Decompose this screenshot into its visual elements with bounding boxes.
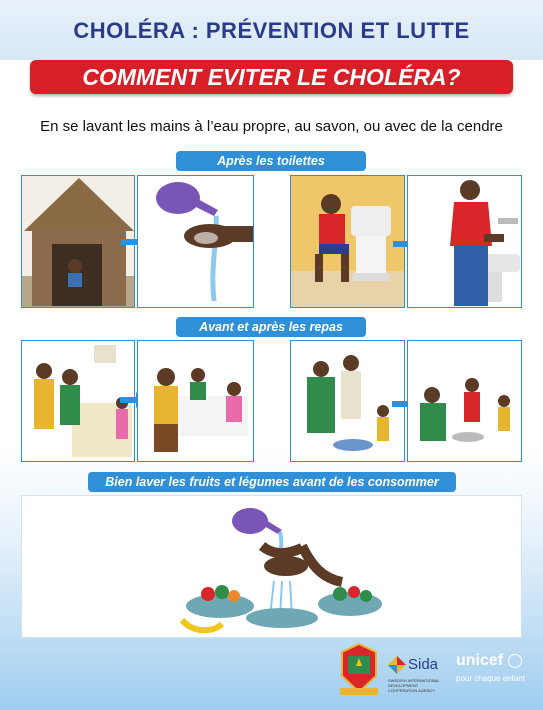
sida-mark-icon	[388, 656, 406, 674]
kettle-handwash-illustration	[138, 176, 254, 308]
sida-small-text: SWEDISH INTERNATIONAL DEVELOPMENT COOPERATION AGENCY	[388, 678, 440, 693]
unicef-globe-icon	[508, 654, 522, 668]
unicef-logo	[456, 652, 526, 692]
sida-name: Sida	[408, 656, 439, 673]
panel-kettle-handwash	[137, 175, 254, 308]
panel-family-eating-floor	[407, 340, 522, 462]
page-title: CHOLÉRA : PRÉVENTION ET LUTTE	[73, 18, 470, 43]
section-tab-after-toilet: Après les toilettes	[176, 151, 366, 171]
cameroon-coat-of-arms-logo	[336, 642, 382, 698]
sink-handwash-illustration	[408, 176, 522, 308]
panel-sink-handwash	[407, 175, 522, 308]
unicef-name: unicef	[456, 652, 504, 669]
section-tab-wash-produce: Bien laver les fruits et légumes avant de les consommer	[88, 472, 456, 492]
section-tab-before-after-meals: Avant et après les repas	[176, 317, 366, 337]
subtitle: En se lavant les mains à l’eau propre, au savon, ou avec de la cendre	[40, 118, 503, 135]
panel-washing-produce	[21, 495, 522, 638]
produce-washing-illustration	[22, 496, 522, 638]
floor-meal-illustration	[408, 341, 522, 462]
unicef-tagline: pour chaque enfant	[456, 674, 525, 683]
sida-logo	[388, 652, 444, 692]
panel-family-meal	[137, 340, 254, 462]
toilet-illustration	[291, 176, 405, 308]
mother-children-illustration	[291, 341, 405, 462]
hut-illustration	[22, 176, 135, 308]
family-handwash-illustration	[22, 341, 135, 462]
headline-banner	[30, 60, 513, 94]
family-meal-illustration	[138, 341, 254, 462]
headline-text: COMMENT EVITER LE CHOLÉRA?	[82, 64, 461, 90]
panel-mother-washing-children	[290, 340, 405, 462]
panel-hut-scene	[21, 175, 135, 308]
panel-family-handwash	[21, 340, 135, 462]
panel-toilet-scene	[290, 175, 405, 308]
